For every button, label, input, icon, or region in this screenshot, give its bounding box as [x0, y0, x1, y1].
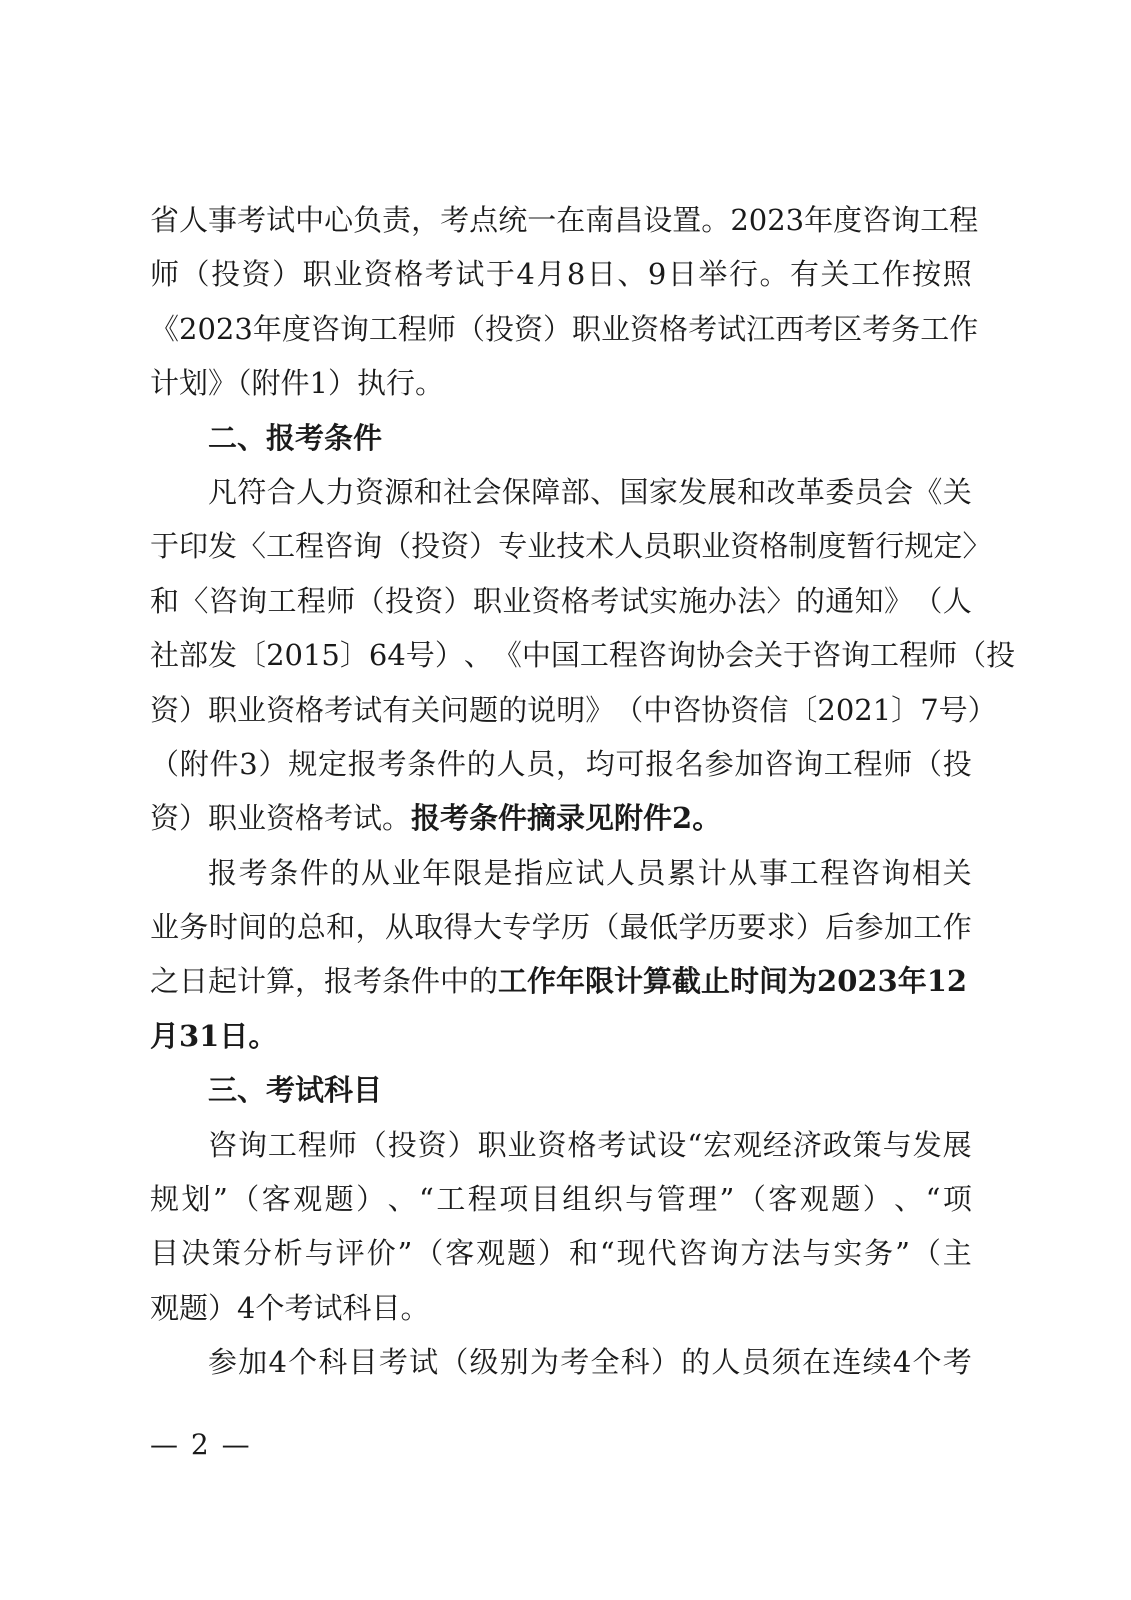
- text-line: 资 ） 职 业 资 格 考 试 有 关 问 题 的 说 明 》 （ 中 咨 协 资 信 〔 2 0 2 1 〕 7 号 ）: [150, 692, 997, 727]
- text-line: 计划》（附件1）执行。: [150, 366, 444, 401]
- text-line: 月31日。: [150, 1018, 278, 1053]
- text-line: 观题）4个考试科目。: [150, 1290, 430, 1325]
- section-heading: 二、报考条件: [208, 420, 383, 455]
- text-line: 业 务 时 间 的 总 和 ， 从 取 得 大 专 学 历 （ 最 低 学 历 要 求 ） 后 参 加 工 作: [150, 910, 972, 945]
- text-line: [150, 791, 972, 845]
- text-line: 参 加 4 个 科 目 考 试 （ 级 别 为 考 全 科 ） 的 人 员 须 在 连 续 4 个 考: [208, 1345, 972, 1380]
- text-line: 于 印 发 〈 工 程 咨 询 （ 投 资 ） 专 业 技 术 人 员 职 业 资 格 制 度 暂 行 规 定 〉: [150, 529, 992, 564]
- text-normal: 资）职业资格考试。: [150, 801, 412, 836]
- text-line: 目 决 策 分 析 与 评 价 ” （ 客 观 题 ） 和 “ 现 代 咨 询 方 法 与 实 务 ” （ 主: [150, 1236, 972, 1271]
- text-line: 规 划 ” （ 客 观 题 ） 、 “ 工 程 项 目 组 织 与 管 理 ” （ 客 观 题 ） 、 “ 项: [150, 1182, 972, 1217]
- text-line: 报 考 条 件 的 从 业 年 限 是 指 应 试 人 员 累 计 从 事 工 程 咨 询 相 关: [208, 855, 972, 890]
- text-line: 师 （ 投 资 ） 职 业 资 格 考 试 于 4 月 8 日 、 9 日 举 行 。 有 关 工 作 按 照: [150, 257, 972, 292]
- page-number: — 2 —: [150, 1428, 252, 1461]
- text-line: 和 〈 咨 询 工 程 师 （ 投 资 ） 职 业 资 格 考 试 实 施 办 法 〉 的 通 知 》 （ 人: [150, 583, 972, 618]
- text-line: 社 部 发 〔 2 0 1 5 〕 6 4 号 ） 、 《 中 国 工 程 咨 询 协 会 关 于 咨 询 工 程 师 （ 投: [150, 638, 1016, 673]
- text-emphasis: 工作年限计算截止时间为2023年12: [498, 964, 968, 999]
- text-line: （ 附 件 3 ） 规 定 报 考 条 件 的 人 员 ， 均 可 报 名 参 加 咨 询 工 程 师 （ 投: [150, 746, 972, 781]
- text-line: [150, 954, 972, 1008]
- text-line: 《 2 0 2 3 年 度 咨 询 工 程 师 （ 投 资 ） 职 业 资 格 考 试 江 西 考 区 考 务 工 作: [150, 311, 979, 346]
- text-line: 省 人 事 考 试 中 心 负 责 ， 考 点 统 一 在 南 昌 设 置 。 2 0 2 3 年 度 咨 询 工 程: [150, 203, 979, 237]
- text-normal: 之日起计算，报考条件中的: [150, 964, 499, 999]
- text-line: 凡 符 合 人 力 资 源 和 社 会 保 障 部 、 国 家 发 展 和 改 革 委 员 会 《 关: [208, 474, 972, 509]
- text-line: 咨 询 工 程 师 （ 投 资 ） 职 业 资 格 考 试 设 “ 宏 观 经 济 政 策 与 发 展: [208, 1127, 972, 1162]
- section-heading: 三、考试科目: [208, 1073, 383, 1108]
- document-body: [150, 193, 1016, 1390]
- text-emphasis: 报考条件摘录见附件2。: [411, 801, 722, 836]
